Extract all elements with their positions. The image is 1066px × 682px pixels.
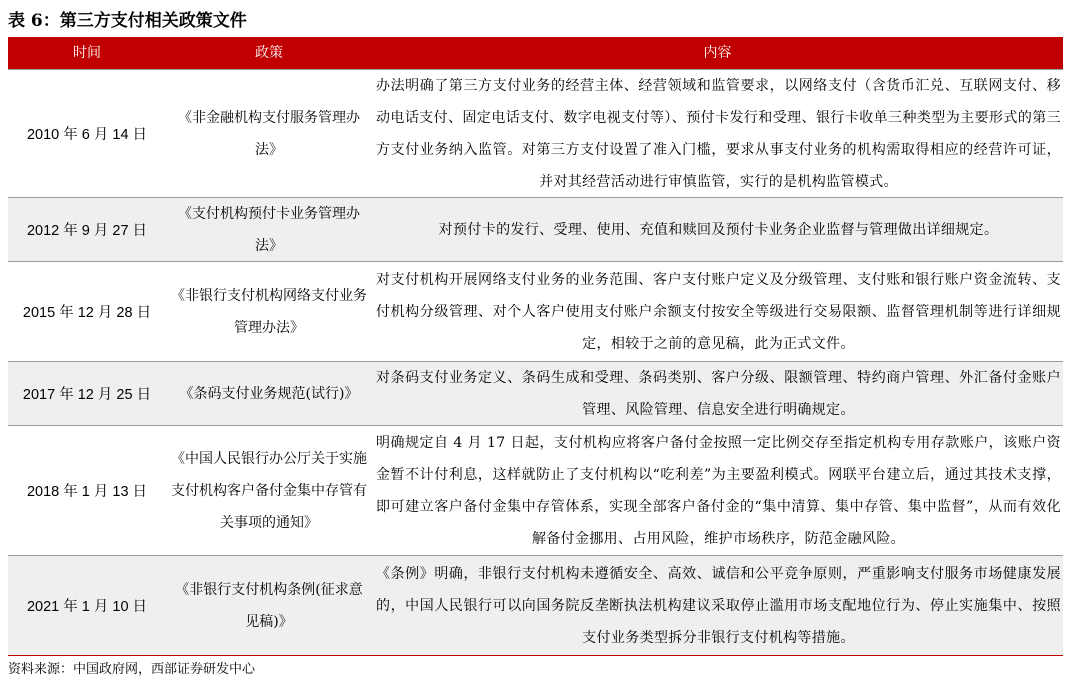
row-policy: 《支付机构预付卡业务管理办法》 [178, 205, 360, 254]
row-policy: 《非银行支付机构条例(征求意见稿)》 [175, 581, 363, 630]
row-content: 明确规定自 4 月 17 日起，支付机构应将客户备付金按照一定比例交存至指定机构专用存款账户，该账户资金暂不计付利息，这样就防止了支付机构以“吃利差”为主要盈利模式。网联平台建立后，通过其技术支撑，即可建立客户备付金集中存管体系，实现全部客户备付金的“集中清算、集中存管、集中监督”，从而有效化解备付金挪用、占用风险，维护市场秩序，防范金融风险。 [376, 434, 1061, 547]
header-content: 内容 [703, 45, 732, 61]
policy-table [8, 37, 1063, 656]
row-content: 对支付机构开展网络支付业务的业务范围、客户支付账户定义及分级管理、支付账和银行账户资金流转、支付机构分级管理、对个人客户使用支付账户余额支付按安全等级进行交易限额、监督管理机制等进行详细规定，相较于之前的意见稿，此为正式文件。 [376, 271, 1061, 352]
table-row [8, 361, 1063, 425]
row-policy: 《中国人民银行办公厅关于实施支付机构客户备付金集中存管有关事项的通知》 [171, 450, 367, 531]
row-date: 2012 年 9 月 27 日 [26, 223, 148, 239]
row-policy: 《条码支付业务规范(试行)》 [179, 385, 359, 402]
row-content: 《条例》明确，非银行支付机构未遵循安全、高效、诚信和公平竞争原则，严重影响支付服务市场健康发展的，中国人民银行可以向国务院反垄断执法机构建议采取停止滥用市场支配地位行为、停止实施集中、按照支付业务类型拆分非银行支付机构等措施。 [376, 565, 1061, 646]
row-date: 2010 年 6 月 14 日 [26, 127, 148, 143]
table-row [8, 425, 1063, 555]
row-content: 对条码支付业务定义、条码生成和受理、条码类别、客户分级、限额管理、特约商户管理、外汇备付金账户管理、风险管理、信息安全进行明确规定。 [376, 369, 1061, 418]
row-policy: 《非银行支付机构网络支付业务管理办法》 [171, 287, 367, 336]
row-date: 2015 年 12 月 28 日 [22, 305, 152, 321]
table-row [8, 197, 1063, 261]
row-date: 2017 年 12 月 25 日 [22, 387, 152, 403]
row-content: 对预付卡的发行、受理、使用、充值和赎回及预付卡业务企业监督与管理做出详细规定。 [438, 221, 999, 238]
source-note: 资料来源：中国政府网，西部证券研发中心 [8, 662, 256, 677]
header-date: 时间 [73, 45, 101, 61]
table-row [8, 261, 1063, 361]
header-policy: 政策 [255, 45, 283, 61]
row-date: 2018 年 1 月 13 日 [26, 484, 148, 500]
table-title: 表 6：第三方支付相关政策文件 [8, 11, 247, 31]
table-row [8, 555, 1063, 655]
row-date: 2021 年 1 月 10 日 [26, 599, 148, 615]
row-content: 办法明确了第三方支付业务的经营主体、经营领域和监管要求，以网络支付（含货币汇兑、互联网支付、移动电话支付、固定电话支付、数字电视支付等）、预付卡发行和受理、银行卡收单三种类型为主要形式的第三方支付业务纳入监管。对第三方支付设置了准入门槛，要求从事支付业务的机构需取得相应的经营许可证，并对其经营活动进行审慎监管，实行的是机构监管模式。 [376, 77, 1061, 190]
table-header [8, 37, 1063, 69]
row-policy: 《非金融机构支付服务管理办法》 [178, 109, 360, 158]
table-row [8, 69, 1063, 197]
